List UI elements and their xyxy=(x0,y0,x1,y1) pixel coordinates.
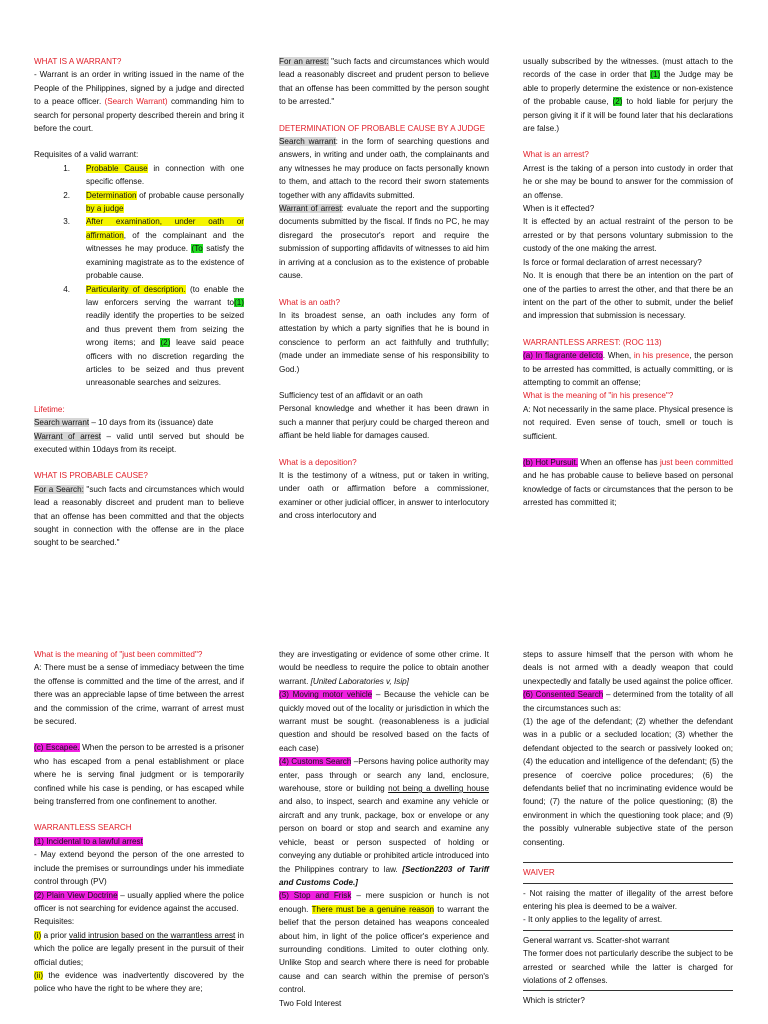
waiver-1: - Not raising the matter of illegality of the arrest before entering his plea is deemed to be a waiver. xyxy=(523,888,733,911)
column-3-bottom xyxy=(523,648,733,1008)
stop-frisk-continued: steps to assure himself that the person with whom he deals is not armed with a deadly weapon that could unexpectedly and fatally be used against the police officer. xyxy=(523,650,733,686)
heading-warrantless-arrest: WARRANTLESS ARREST: (ROC 113) xyxy=(523,337,662,347)
requisites-label: Requisites: xyxy=(34,917,75,927)
presence-answer: A: Not necessarily in the same place. Physical presence is not required. Even sense of touch, smell or touch is sufficient. xyxy=(523,404,733,441)
moving-motor-vehicle: (3) Moving motor vehicle – Because the vehicle can be quickly moved out of the locality or jurisdiction in which the warrant must be sought. (reasonableness is a judicial question and should be resolved based on the facts of each case) xyxy=(279,690,489,753)
column-1-bottom xyxy=(34,648,244,996)
requisite-i: (i) a prior valid intrusion based on the warrantless arrest in which the police are legally present in the pursuit of their official duties; xyxy=(34,930,244,967)
general-warrant-text: The former does not particularly describe the subject to be arrested or searched while the latter is charged for violations of 2 offenses. xyxy=(523,949,733,985)
warrant-arrest-determination: Warrant of arrest: evaluate the report and the supporting documents submitted by the fiscal. If finds no PC, he may disregard the prosecutor's report and require the submission of supporting affidavits of witnesses to aid him in arriving at a conclusion as to the existence of probable cause. xyxy=(279,204,489,281)
question-when-effected: When is it effected? xyxy=(523,204,595,214)
list-item: 3. After examination, under oath or affirmation, of the complainant and the witnesses he may produce. (To satisfy the examining magistrate as to the existence of probable cause. xyxy=(63,217,244,281)
heading-arrest: What is an arrest? xyxy=(523,150,589,160)
heading-waiver: WAIVER xyxy=(523,868,555,878)
heading-warrantless-search: WARRANTLESS SEARCH xyxy=(34,823,132,833)
lifetime-heading: Lifetime: xyxy=(34,404,65,414)
heading-just-been-committed: What is the meaning of "just been committed"? xyxy=(34,650,203,659)
in-flagrante-delicto: (a) In flagrante delicto. When, in his presence, the person to be arrested has committed, is actually committing, or is attempting to commit an offense; xyxy=(523,351,733,387)
warrant-definition: - Warrant is an order in writing issued in the name of the People of the Philippines, signed by a judge and directed to a peace officer. (Search Warrant) commanding him to search for personal property described therein and bring it before the court. xyxy=(34,70,244,134)
search-warrant-determination: Search warrant: in the form of searching questions and answers, in writing and under oath, the complainants and any witnesses he may produce on facts personally known to them, and attach to the record their sworn statements together with any affidavits submitted. xyxy=(279,137,489,200)
plain-view-continued: they are investigating or evidence of some other crime. It would be needless to require the police to obtain another warrant. [United Laboratories v, Isip] xyxy=(279,650,489,686)
stop-and-frisk: (5) Stop and Frisk – mere suspicion or hunch is not enough. There must be a genuine reason to warrant the belief that the person detained has weapons concealed about him, in light of the police officer's experience and surrounding conditions. Limited to outer clothing only. Unlike Stop and search where there is need for probable cause and can search within the premise of person's control. xyxy=(279,891,489,995)
heading-in-his-presence: What is the meaning of "in his presence"? xyxy=(523,391,674,401)
just-been-committed-answer: A: There must be a sense of immediacy between the time the offense is committed and the time of the arrest, and if there was an appreciable lapse of time between the arrest and the commission of the crime, warrant of arrest must be secured. xyxy=(34,663,244,727)
column-1-top xyxy=(34,55,244,550)
divider xyxy=(523,930,733,931)
general-warrant-title: General warrant vs. Scatter-shot warrant xyxy=(523,935,670,945)
list-item: 4. Particularity of description. (to enable the law enforcers serving the warrant to(1) readily identify the properties to be seized and thus prevent them from seizing the wrong items; and (2) leave said peace officers with no discretion regarding the articles to be seized and thus prevent unreasonable searches and seizures. xyxy=(63,284,244,388)
consent-circumstances: (1) the age of the defendant; (2) whether the defendant was in a public or a secluded location; (3) whether the defendant objected to the search or passively looked on; (4) the education and intelligence of the defendant; (5) the presence of coercive police procedures; (6) the defendants belief that no incriminating evidence would be found; (7) the nature of the police questioning; (8) the environment in which the questioning took place; and (9) the possibly vulnerable subjective state of the person consenting. xyxy=(523,717,733,847)
heading-determination: DETERMINATION OF PROBABLE CAUSE BY A JUDGE xyxy=(279,123,486,133)
two-fold-interest: Two Fold Interest xyxy=(279,998,342,1008)
oath-definition: In its broadest sense, an oath includes any form of attestation by which a party signifies that he is bound in conscience to perform an act faithfully and truthfully; (made under an immediate sense of his responsibility to God.) xyxy=(279,310,489,374)
sufficiency-text: Personal knowledge and whether it has been drawn in such a manner that perjury could be charged thereon and affiant be held liable for damages caused. xyxy=(279,404,489,441)
incidental-lawful-arrest: (1) Incidental to a lawful arrest xyxy=(34,836,143,846)
heading-deposition: What is a deposition? xyxy=(279,457,357,467)
divider xyxy=(523,883,733,884)
customs-search: (4) Customs Search –Persons having police authority may enter, pass through or search any land, enclosure, warehouse, store or building not being a dwelling house and also, to inspect, search and examine any vehicle or aircraft and any trunk, package, box or envelope or any person on board or stop and search and examine any vehicle, beast or person suspected of holding or conveying any dutiable or prohibited article introduced into the Philippines contrary to law. [Section2203 of Tariff and Customs Code.] xyxy=(279,757,489,887)
requisites-list xyxy=(34,162,244,390)
arrest-definition: Arrest is the taking of a person into custody in order that he or she may be bound to answer for the commission of an offense. xyxy=(523,163,733,200)
escapee: (c) Escapee. When the person to be arrested is a prisoner who has escaped from a penal establishment or place where he is serving final judgment or is temporarily confined while his case is pending, or has escaped while being transferred from one confinement to another. xyxy=(34,743,244,807)
which-is-stricter: Which is stricter? xyxy=(523,996,585,1006)
deposition-definition: It is the testimony of a witness, put or taken in writing, under oath or affirmation before a commissioner, examiner or other judicial officer, in answer to interlocutory and cross interlocutory and xyxy=(279,470,489,521)
divider xyxy=(523,862,733,863)
lifetime-warrant-arrest: Warrant of arrest – valid until served but should be executed within 10days from its receipt. xyxy=(34,431,244,454)
hot-pursuit: (b) Hot Pursuit. When an offense has just been committed and he has probable cause to believe based on personal knowledge of facts or circumstances that the person to be arrested has committed it; xyxy=(523,457,733,508)
deposition-continued: usually subscribed by the witnesses. (must attach to the records of the case in order that (1) the Judge may be able to properly determine the existence or non-existence of the probable cause, (2) to hold liable for perjury the person giving it if it will be found later that his declarations are false.) xyxy=(523,57,733,134)
heading-oath: What is an oath? xyxy=(279,297,340,307)
heading-what-is-warrant: WHAT IS A WARRANT? xyxy=(34,57,122,66)
divider xyxy=(523,990,733,991)
list-item: 2. Determination of probable cause personally by a judge xyxy=(63,190,244,214)
probable-cause-search: For a Search: "such facts and circumstances which would lead a reasonably discreet and prudent man to believe that an offense has been committed and that the objects sought in connection with the offense are in the place sought to be searched." xyxy=(34,484,244,548)
question-force: Is force or formal declaration of arrest necessary? xyxy=(523,257,702,267)
probable-cause-arrest: For an arrest: "such facts and circumstances which would lead a reasonably discreet and prudent person to believe that an offense has been committed by the person sought to be arrested." xyxy=(279,57,489,107)
requisite-ii: (ii) the evidence was inadvertently discovered by the police who have the right to be where they are; xyxy=(34,970,244,994)
sufficiency-title: Sufficiency test of an affidavit or an oath xyxy=(279,390,423,400)
answer-when-effected: It is effected by an actual restraint of the person to be arrested or by that persons voluntary submission to the custody of the one making the arrest. xyxy=(523,217,733,254)
consented-search: (6) Consented Search – determined from the totality of all the circumstances such as: xyxy=(523,690,733,713)
requisites-title: Requisites of a valid warrant: xyxy=(34,150,139,160)
answer-force: No. It is enough that there be an intention on the part of one of the parties to arrest the other, and that there be an intent on the part of the other to submit, under the belief and impression that submission is necessary. xyxy=(523,271,733,321)
incidental-text: - May extend beyond the person of the one arrested to include the premises or surroundings under his immediate control through (PV) xyxy=(34,850,244,887)
column-2-top xyxy=(279,55,489,523)
column-3-top xyxy=(523,55,733,510)
lifetime-search-warrant: Search warrant – 10 days from its (issuance) date xyxy=(34,418,214,428)
plain-view-doctrine: (2) Plain View Doctrine – usually applied where the police officer is not searching for evidence against the accused. xyxy=(34,890,244,913)
waiver-2: - It only applies to the legality of arrest. xyxy=(523,915,663,925)
heading-probable-cause: WHAT IS PROBABLE CAUSE? xyxy=(34,471,148,481)
list-item: 1. Probable Cause in connection with one specific offense. xyxy=(63,163,244,187)
column-2-bottom xyxy=(279,648,489,1010)
